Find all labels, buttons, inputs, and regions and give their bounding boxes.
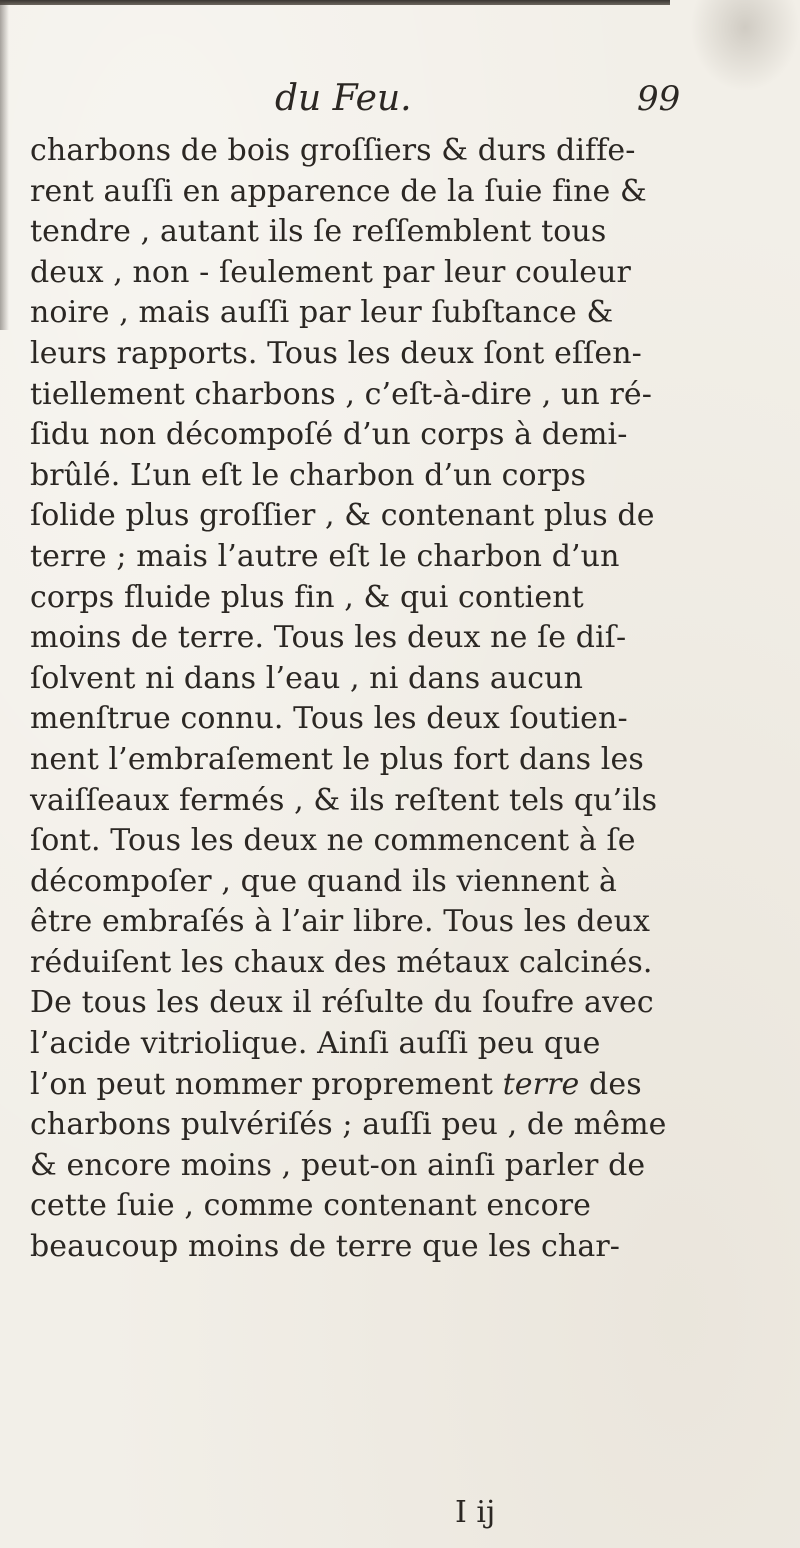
text-segment: l’on peut nommer proprement [30,1066,503,1102]
text-line-with-italic [30,1065,800,1106]
text-line: ſidu non décompoſé d’un corps à demi- [30,417,628,453]
page-left-edge-shadow [0,0,9,330]
text-line: brûlé. L’un eſt le charbon d’un corps [30,457,586,493]
page-number: 99 [637,79,681,119]
text-line: tiellement charbons , c’eſt-à-dire , un ré- [30,376,653,412]
text-line: tendre , autant ils ſe reſſemblent tous [30,214,607,250]
text-line: rent auſſi en apparence de la ſuie fine & [30,173,647,209]
page-header [0,70,800,130]
text-line: être embraſés à l’air libre. Tous les deux [30,904,651,940]
text-line: ſont. Tous les deux ne commencent à ſe [30,823,636,859]
text-line: deux , non - ſeulement par leur couleur [30,254,631,290]
signature-mark: I ij [455,1495,496,1530]
text-line: menſtrue connu. Tous les deux ſoutien- [30,701,628,737]
text-line: réduiſent les chaux des métaux calcinés. [30,944,653,980]
text-line: noire , mais auſſi par leur ſubſtance & [30,295,614,331]
running-head: du Feu. [275,78,412,119]
text-line: beaucoup moins de terre que les char- [30,1229,621,1265]
text-line: De tous les deux il réſulte du ſoufre avec [30,985,654,1021]
text-line: vaiſſeaux fermés , & ils reſtent tels qu’ils [30,782,658,818]
page-top-edge-shadow [0,0,670,5]
text-line: cette ſuie , comme contenant encore [30,1188,592,1224]
text-line: corps fluide plus fin , & qui contient [30,579,584,615]
text-line: leurs rapports. Tous les deux ſont eſſen- [30,335,642,371]
text-line: l’acide vitriolique. Ainſi auſſi peu que [30,1026,601,1062]
italic-term: terre [502,1066,580,1102]
text-line: charbons de bois groſſiers & durs diffe- [30,133,636,168]
text-line: décompoſer , que quand ils viennent à [30,863,617,899]
text-line: & encore moins , peut-on ainſi parler de [30,1147,646,1183]
text-line: charbons pulvériſés ; auſſi peu , de même [30,1107,667,1143]
text-line: moins de terre. Tous les deux ne ſe diſ- [30,620,627,656]
text-line: ſolvent ni dans l’eau , ni dans aucun [30,660,584,696]
body-text [30,131,800,1268]
text-line: nent l’embraſement le plus fort dans les [30,741,644,777]
text-line: terre ; mais l’autre eſt le charbon d’un [30,538,620,574]
text-segment: des [579,1066,642,1102]
text-line: ſolide plus groſſier , & contenant plus de [30,498,655,534]
